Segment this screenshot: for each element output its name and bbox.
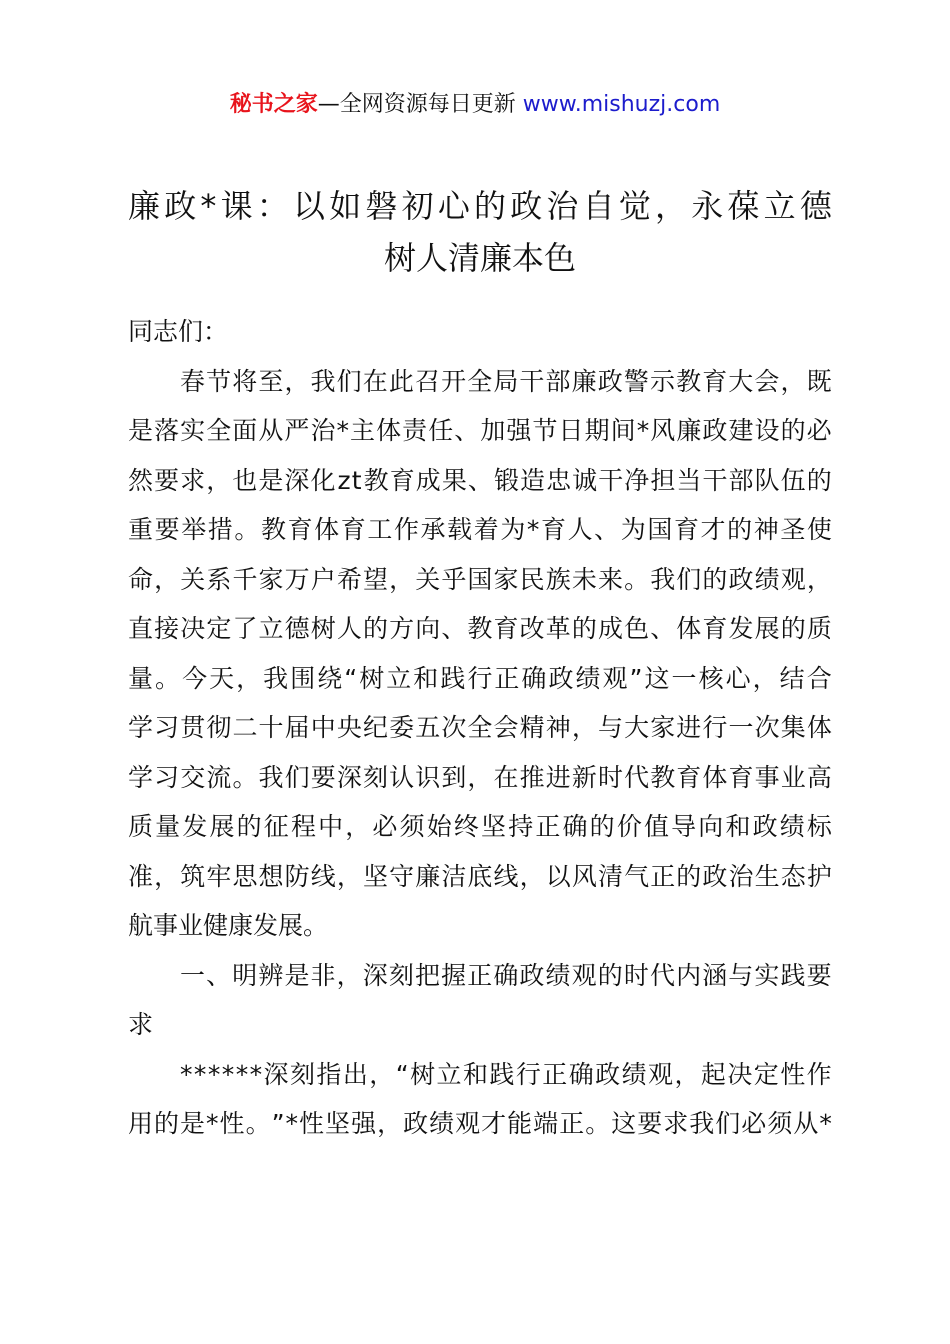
header-slogan: —全网资源每日更新 [317,92,516,117]
paragraph-line: 准 ， 筑 牢 思 想 防 线 ， 坚 守 廉 洁 底 线 ， 以 风 清 气 正 的 政 治 生 态 护 [128,861,832,891]
document-title [128,180,832,284]
paragraph-line: 是 落 实 全 面 从 严 治 * 主 体 责 任 、 加 强 节 日 期 间 * 风 廉 政 建 设 的 必 [128,416,832,445]
paragraph-line: 学 习 交 流 。 我 们 要 深 刻 认 识 到 ， 在 推 进 新 时 代 教 育 体 育 事 业 高 [128,762,832,792]
paragraph-line: 质 量 发 展 的 征 程 中 ， 必 须 始 终 坚 持 正 确 的 价 值 导 向 和 政 绩 标 [128,812,832,841]
paragraph-line: 直 接 决 定 了 立 德 树 人 的 方 向 、 教 育 改 革 的 成 色 、 体 育 发 展 的 质 [128,614,832,643]
section-heading-line: 一 、 明 辨 是 非 ， 深 刻 把 握 正 确 政 绩 观 的 时 代 内 涵 与 实 践 要 [180,960,832,990]
paragraph-line: 量 。 今 天 ， 我 围 绕 “ 树 立 和 践 行 正 确 政 绩 观 ” 这 一 核 心 ， 结 合 [128,663,832,693]
paragraph-line: 命 ， 关 系 千 家 万 户 希 望 ， 关 乎 国 家 民 族 未 来 。 我 们 的 政 绩 观 ， [128,564,832,594]
salutation: 同志们： [128,317,229,346]
document-body [128,307,832,1149]
section-heading-line: 求 [128,1010,154,1039]
paragraph-line: 用 的 是 * 性 。 ” * 性 坚 强 ， 政 绩 观 才 能 端 正 。 这 要 求 我 们 必 须 从 * [128,1109,832,1138]
title-line: 树 人 清 廉 本 色 [383,239,577,277]
brand-name: 秘书之家 [229,92,318,117]
paragraph-line: 然 要 求 ， 也 是 深 化 z t 教 育 成 果 、 锻 造 忠 诚 干 净 担 当 干 部 队 伍 的 [128,465,832,495]
paragraph-line: 春 节 将 至 ， 我 们 在 此 召 开 全 局 干 部 廉 政 警 示 教 育 大 会 ， 既 [180,366,832,396]
title-line: 廉 政 * 课 ： 以 如 磐 初 心 的 政 治 自 觉 ， 永 葆 立 德 [128,187,832,225]
site-header [0,88,950,122]
paragraph-line: * * * * * * 深 刻 指 出 ， “ 树 立 和 践 行 正 确 政 绩 观 ， 起 决 定 性 作 [180,1059,832,1089]
site-url-link[interactable]: www.mishuzj.com [522,92,721,117]
paragraph-line: 重 要 举 措 。 教 育 体 育 工 作 承 载 着 为 * 育 人 、 为 国 育 才 的 神 圣 使 [128,515,832,544]
paragraph-line: 学 习 贯 彻 二 十 届 中 央 纪 委 五 次 全 会 精 神 ， 与 大 家 进 行 一 次 集 体 [128,713,832,742]
paragraph-line: 航事业健康发展。 [128,911,329,940]
